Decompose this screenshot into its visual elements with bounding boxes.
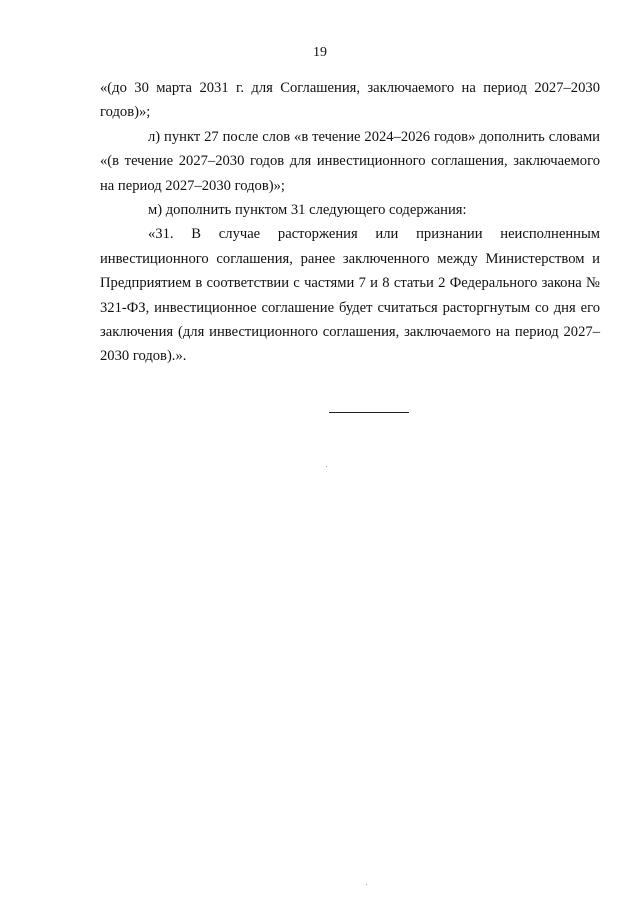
paragraph-point-31: «31. В случае расторжения или признании неисполненным инвестиционного соглашения, ранее заключенного между Министерством и Предприятием в соответствии с частями 7 и 8 статьи 2 Федерального закона № 321-ФЗ, инвестиционное соглашение будет считаться расторгнутым со дня его заключения (для инвестиционного соглашения, заключаемого на период 2027–2030 годов).». bbox=[100, 226, 600, 365]
end-separator-line bbox=[329, 412, 409, 413]
paragraph-item-l: л) пункт 27 после слов «в течение 2024–2026 годов» дополнить словами «(в течение 2027–2030 годов для инвестиционного соглашения, заключаемого на период 2027–2030 годов)»; bbox=[100, 128, 600, 194]
scan-speck bbox=[326, 466, 327, 467]
paragraph-continuation: «(до 30 марта 2031 г. для Соглашения, заключаемого на период 2027–2030 годов)»; bbox=[100, 80, 600, 121]
document-body bbox=[100, 76, 600, 369]
scan-speck bbox=[366, 884, 367, 885]
page-number: 19 bbox=[313, 45, 327, 60]
paragraph-item-m: м) дополнить пунктом 31 следующего содержания: bbox=[148, 202, 467, 219]
